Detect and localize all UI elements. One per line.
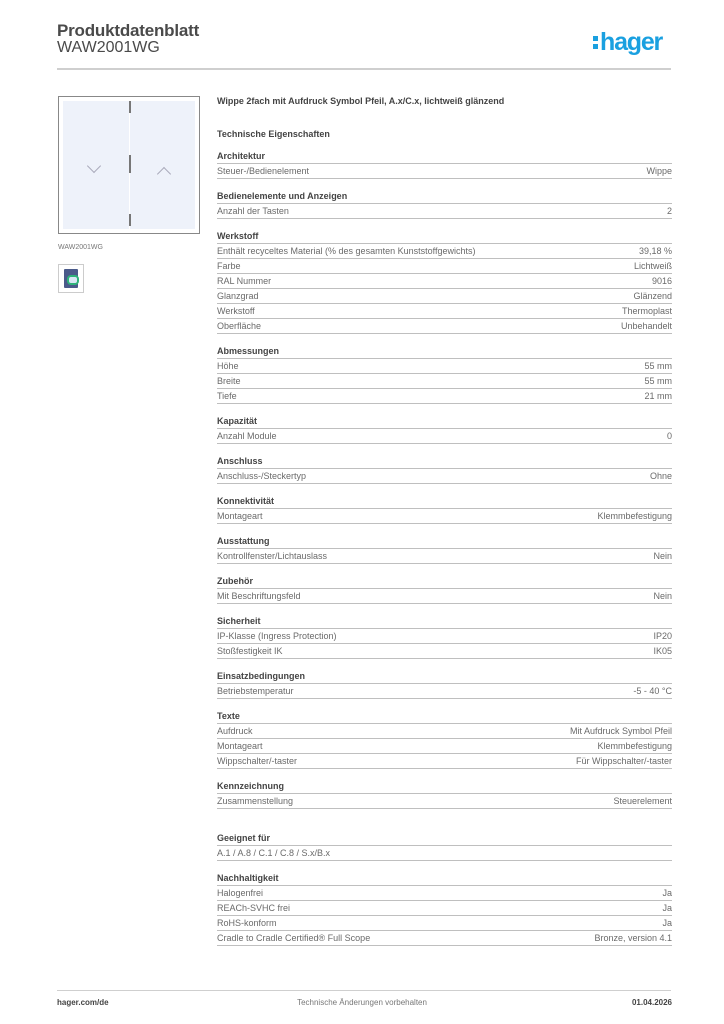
hager-logo: hager — [593, 28, 662, 57]
spec-label: Aufdruck — [217, 726, 253, 736]
spec-row — [217, 886, 672, 901]
spec-label: Kontrollfenster/Lichtauslass — [217, 551, 328, 561]
spec-section — [217, 780, 672, 809]
spec-row — [217, 304, 672, 319]
spec-label: Oberfläche — [217, 321, 262, 331]
spec-row — [217, 916, 672, 931]
section-title: Bedienelemente und Anzeigen — [217, 190, 672, 204]
spec-label: RAL Nummer — [217, 276, 272, 286]
spec-section — [217, 615, 672, 659]
spec-row — [217, 549, 672, 564]
spec-label: Halogenfrei — [217, 888, 264, 898]
image-caption: WAW2001WG — [58, 244, 103, 251]
spec-value: Klemmbefestigung — [597, 741, 672, 751]
article-number: WAW2001WG — [57, 39, 160, 56]
spec-row — [217, 629, 672, 644]
section-title: Zubehör — [217, 575, 672, 589]
spec-row — [217, 389, 672, 404]
spec-section — [217, 415, 672, 444]
spec-row — [217, 754, 672, 769]
spec-value: 0 — [666, 431, 672, 441]
product-image — [58, 96, 200, 234]
footer-date: 01.04.2026 — [631, 998, 672, 1007]
cradle-to-cradle-icon — [58, 264, 84, 293]
section-title: Abmessungen — [217, 345, 672, 359]
spec-value: Lichtweiß — [633, 261, 672, 271]
spec-label: A.1 / A.8 / C.1 / C.8 / S.x/B.x — [217, 848, 331, 858]
section-title: Sicherheit — [217, 615, 672, 629]
spec-row — [217, 469, 672, 484]
section-title: Geeignet für — [217, 832, 672, 846]
spec-value: Ja — [662, 888, 672, 898]
spec-value: Ohne — [649, 471, 672, 481]
spec-label: Anzahl der Tasten — [217, 206, 289, 216]
main-content — [217, 96, 672, 946]
spec-value: IP20 — [653, 631, 672, 641]
spec-label: Glanzgrad — [217, 291, 259, 301]
spec-row — [217, 724, 672, 739]
spec-label: Steuer-/Bedienelement — [217, 166, 310, 176]
spec-value: Mit Aufdruck Symbol Pfeil — [569, 726, 672, 736]
spec-row — [217, 319, 672, 334]
spec-section — [217, 230, 672, 334]
footer-disclaimer: Technische Änderungen vorbehalten — [297, 998, 427, 1007]
spec-label: Werkstoff — [217, 306, 255, 316]
section-title: Einsatzbedingungen — [217, 670, 672, 684]
footer-website[interactable]: hager.com/de — [57, 998, 109, 1007]
product-description: Wippe 2fach mit Aufdruck Symbol Pfeil, A.x/C.x, lichtweiß glänzend — [217, 96, 505, 106]
spec-row — [217, 204, 672, 219]
spec-row — [217, 794, 672, 809]
spec-row — [217, 164, 672, 179]
spec-label: Tiefe — [217, 391, 237, 401]
spec-row — [217, 244, 672, 259]
spec-value: Steuerelement — [613, 796, 672, 806]
spec-label: Höhe — [217, 361, 239, 371]
spec-row — [217, 274, 672, 289]
spec-value: Wippe — [646, 166, 672, 176]
spec-label: Farbe — [217, 261, 241, 271]
spec-label: Montageart — [217, 511, 263, 521]
spec-label: Zusammenstellung — [217, 796, 294, 806]
spec-value: Unbehandelt — [620, 321, 672, 331]
spec-value: 21 mm — [644, 391, 672, 401]
spec-value: Nein — [653, 551, 672, 561]
section-title: Texte — [217, 710, 672, 724]
spec-label: Betriebstemperatur — [217, 686, 294, 696]
spec-row — [217, 846, 672, 861]
spec-label: Montageart — [217, 741, 263, 751]
spec-section — [217, 832, 672, 861]
spec-section — [217, 872, 672, 946]
spec-value: -5 - 40 °C — [633, 686, 672, 696]
spec-section — [217, 575, 672, 604]
spec-sections — [217, 150, 672, 946]
section-title: Nachhaltigkeit — [217, 872, 672, 886]
spec-row — [217, 931, 672, 946]
spec-row — [217, 509, 672, 524]
spec-section — [217, 455, 672, 484]
header-divider — [57, 68, 671, 70]
section-title: Ausstattung — [217, 535, 672, 549]
section-title: Kapazität — [217, 415, 672, 429]
spec-label: Stoßfestigkeit IK — [217, 646, 283, 656]
section-title: Architektur — [217, 150, 672, 164]
spec-value: 39,18 % — [638, 246, 672, 256]
spec-value: 55 mm — [644, 376, 672, 386]
spec-section — [217, 535, 672, 564]
spec-row — [217, 684, 672, 699]
footer-divider — [57, 990, 671, 991]
spec-section — [217, 710, 672, 769]
logo-colon-icon — [593, 36, 598, 52]
spec-value: Für Wippschalter/-taster — [575, 756, 672, 766]
spec-label: Cradle to Cradle Certified® Full Scope — [217, 933, 371, 943]
spec-label: IP-Klasse (Ingress Protection) — [217, 631, 337, 641]
spec-section — [217, 345, 672, 404]
spec-row — [217, 259, 672, 274]
spec-value: IK05 — [653, 646, 672, 656]
spec-label: RoHS-konform — [217, 918, 277, 928]
spec-label: Mit Beschriftungsfeld — [217, 591, 301, 601]
technical-heading: Technische Eigenschaften — [217, 129, 330, 139]
spec-row — [217, 589, 672, 604]
spec-row — [217, 374, 672, 389]
spec-value: 55 mm — [644, 361, 672, 371]
spec-row — [217, 289, 672, 304]
spec-row — [217, 429, 672, 444]
spec-row — [217, 644, 672, 659]
spec-value: 9016 — [651, 276, 672, 286]
spec-section — [217, 495, 672, 524]
section-title: Werkstoff — [217, 230, 672, 244]
spec-value: Ja — [662, 918, 672, 928]
spec-value: 2 — [666, 206, 672, 216]
spec-section — [217, 190, 672, 219]
spec-label: Breite — [217, 376, 241, 386]
section-title: Konnektivität — [217, 495, 672, 509]
spec-section — [217, 150, 672, 179]
spec-label: Wippschalter/-taster — [217, 756, 298, 766]
spec-value: Glänzend — [633, 291, 672, 301]
spec-label: Anzahl Module — [217, 431, 277, 441]
spec-value: Nein — [653, 591, 672, 601]
spec-value: Bronze, version 4.1 — [594, 933, 672, 943]
spec-section — [217, 670, 672, 699]
section-title: Kennzeichnung — [217, 780, 672, 794]
spec-row — [217, 739, 672, 754]
spec-row — [217, 359, 672, 374]
spec-label: Enthält recyceltes Material (% des gesamten Kunststoffgewichts) — [217, 246, 476, 256]
spec-label: Anschluss-/Steckertyp — [217, 471, 307, 481]
spec-row — [217, 901, 672, 916]
spec-value: Ja — [662, 903, 672, 913]
section-title: Anschluss — [217, 455, 672, 469]
document-title: Produktdatenblatt — [57, 21, 200, 40]
spec-value: Thermoplast — [621, 306, 672, 316]
spec-label: REACh-SVHC frei — [217, 903, 291, 913]
spec-value: Klemmbefestigung — [597, 511, 672, 521]
